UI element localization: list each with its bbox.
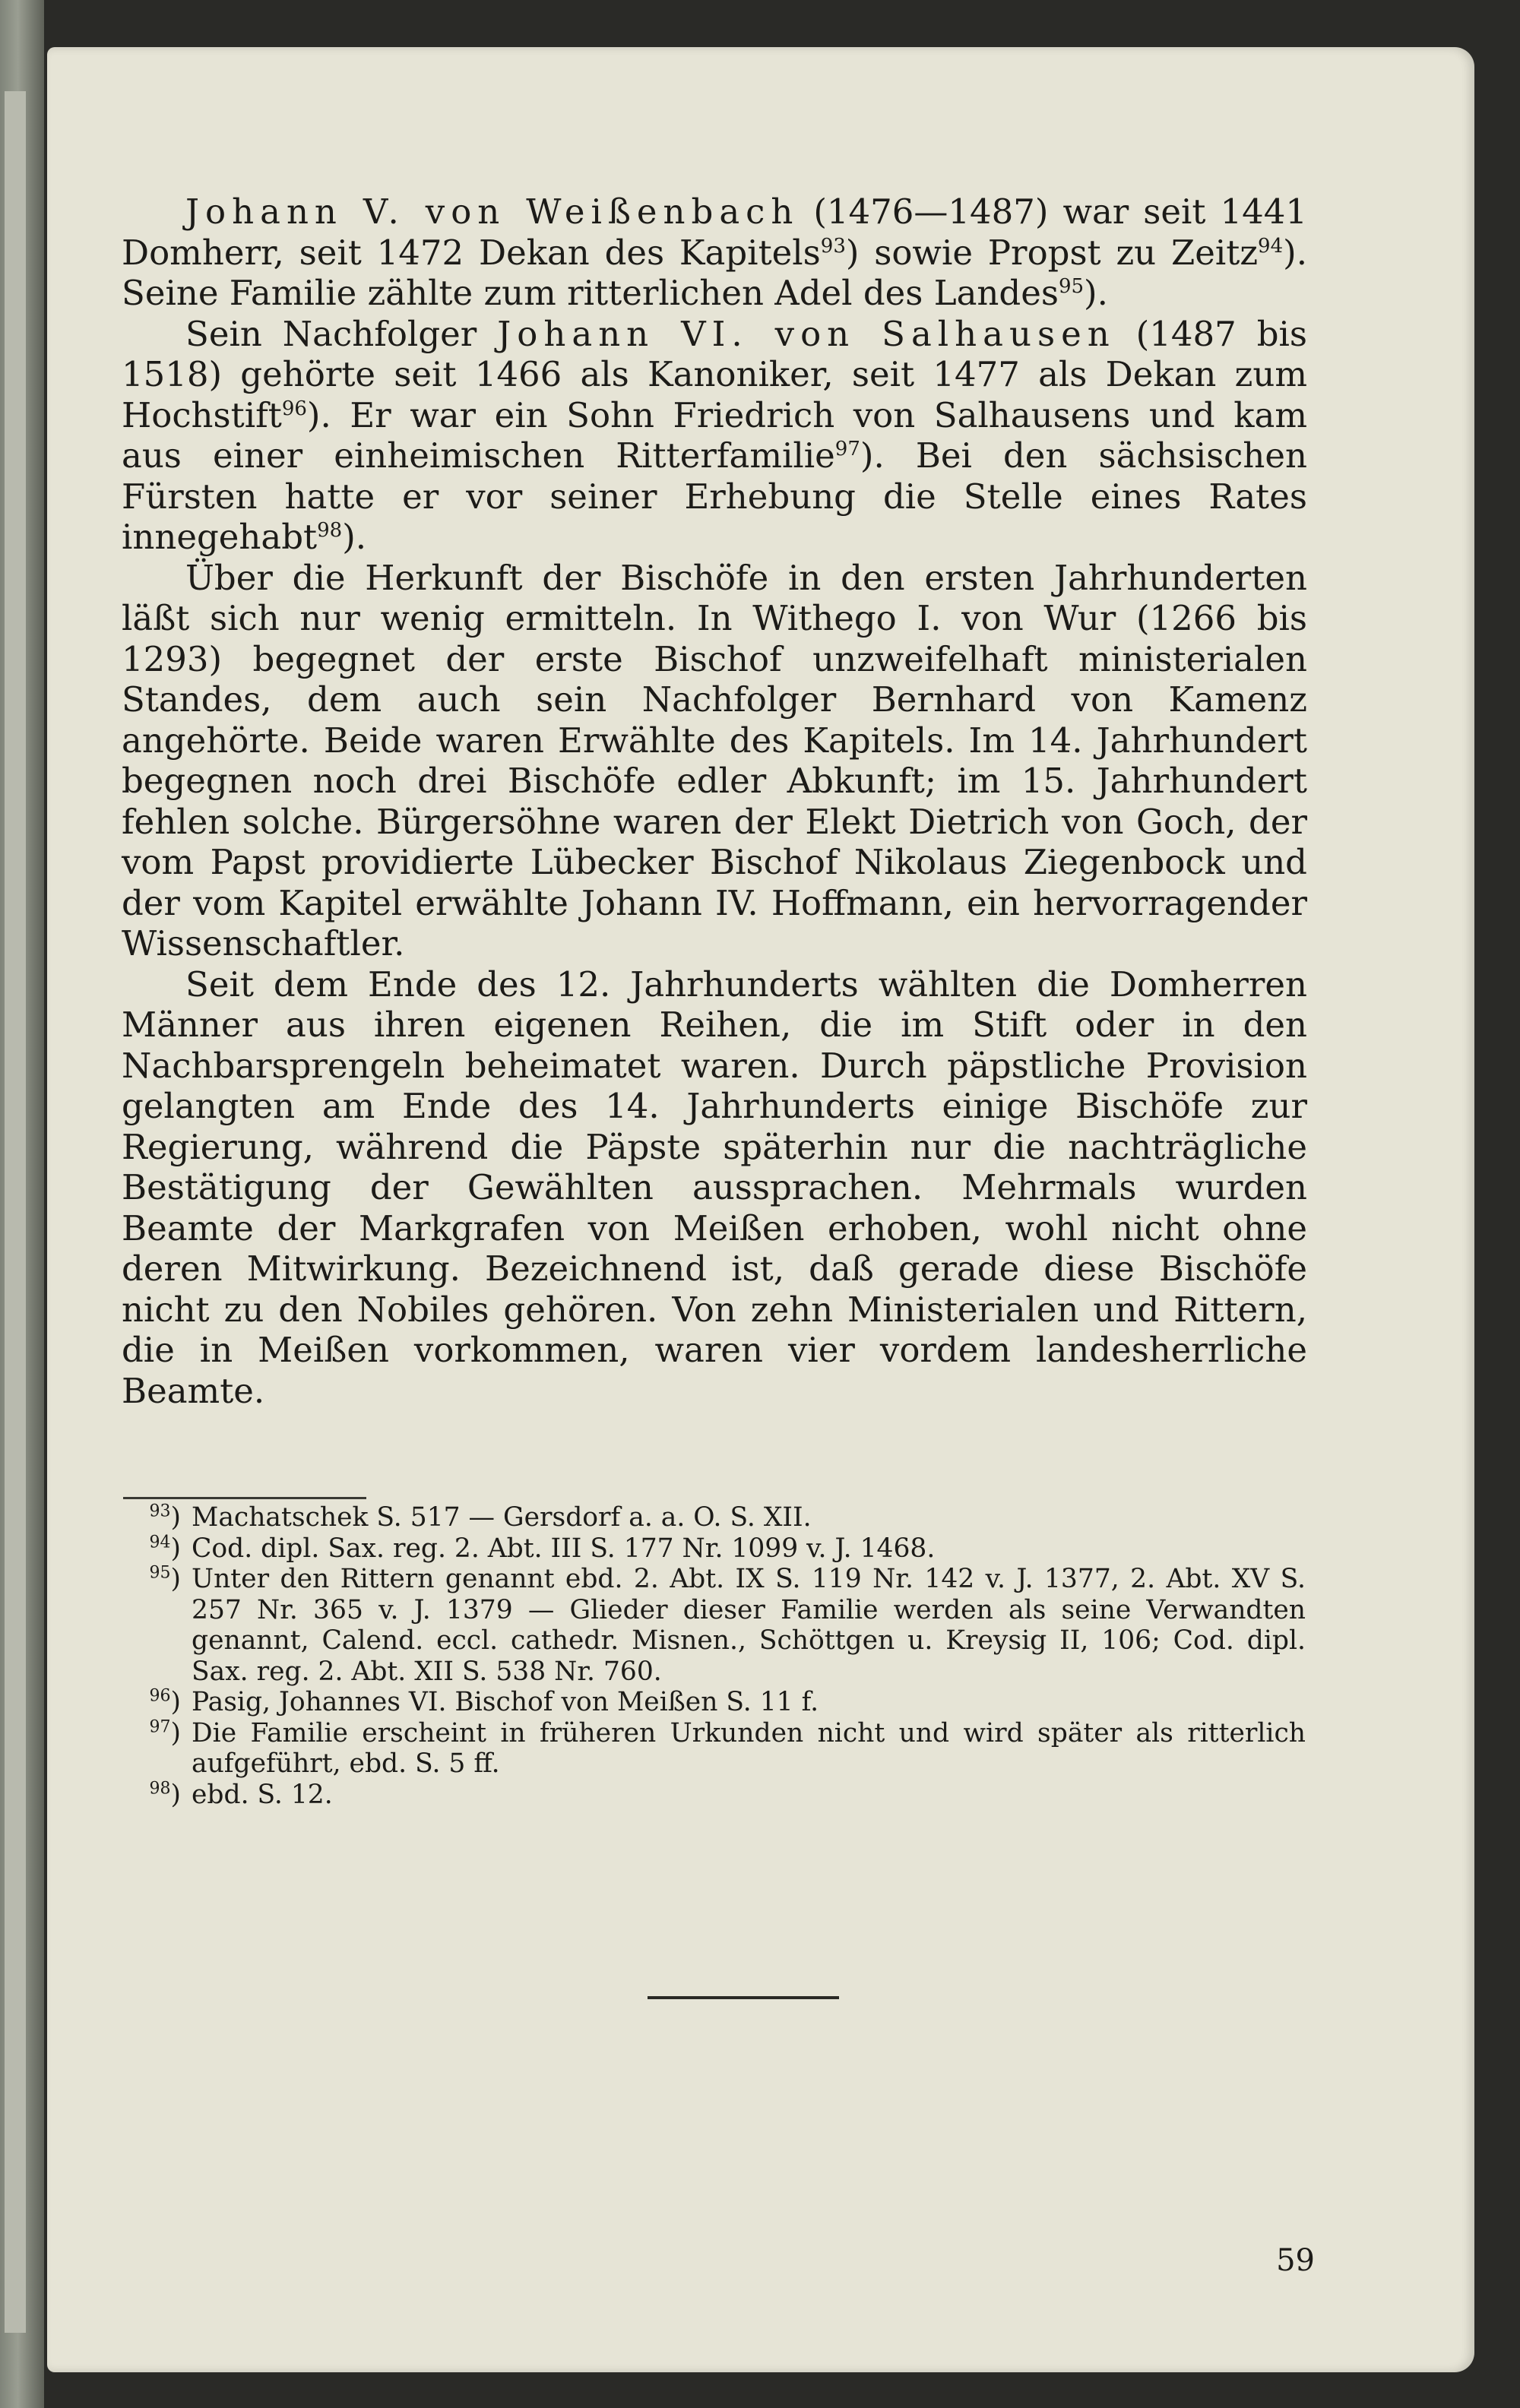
bishop-name: Johann VI. von Salhausen: [497, 313, 1116, 354]
footnote-number-text: 98: [149, 1779, 171, 1798]
footnote-number: $^{93}$): [149, 1501, 181, 1533]
footnote-ref: 93: [820, 234, 846, 258]
footnote-text: Pasig, Johannes VI. Bischof von Meißen S. 11 f.: [192, 1687, 819, 1717]
paragraph-text: ).: [1084, 273, 1108, 313]
paragraph-text: ). Er war ein Sohn Friedrich von Salhausens und kam aus einer einheimischen Ritterfamilie: [122, 394, 1307, 476]
footnote-number-text: 93: [149, 1501, 171, 1521]
footnote-ref: 98: [317, 519, 343, 542]
paragraph-text: ). Seine Familie zählte zum ritterlichen Adel des Landes: [122, 232, 1308, 313]
page-number: 59: [1276, 2243, 1315, 2278]
footnote-number: $^{97}$): [149, 1717, 181, 1748]
paragraph-text: (1476—1487) war seit 1441 Domherr, seit 1472 Dekan des Kapitels: [122, 191, 1307, 273]
paragraph-1: [122, 191, 1307, 314]
footnote-text: Machatschek S. 517 — Gersdorf a. a. O. S. XII.: [192, 1502, 812, 1533]
footnote-number: $^{94}$): [149, 1533, 181, 1564]
footnote-number: $^{95}$): [149, 1563, 181, 1594]
footnote: [123, 1502, 1306, 1533]
footnote-ref: 95: [1058, 275, 1085, 298]
section-end-rule: [648, 1996, 839, 1999]
paragraph-3: Über die Herkunft der Bischöfe in den ersten Jahrhunderten läßt sich nur wenig ermitteln. In Withego I. von Wur (1266 bis 1293) begegnet der erste Bischof unzweifelhaft ministerialen Standes, dem auch sein Nachfolger Bernhard von Kamenz angehörte. Beide waren Erwählte des Kapitels. Im 14. Jahrhundert begegnen noch drei Bischöfe edler Abkunft; im 15. Jahrhundert fehlen solche. Bürgersöhne waren der Elekt Dietrich von Goch, der vom Papst providierte Lübecker Bischof Nikolaus Ziegenbock und der vom Kapitel erwählte Johann IV. Hoffmann, ein hervorragender Wissenschaftler.: [122, 557, 1307, 964]
book-page: [47, 47, 1474, 2372]
footnote-ref: 94: [1258, 234, 1284, 258]
footnote-number-text: 97: [149, 1717, 171, 1736]
footnote: [123, 1564, 1306, 1687]
footnote-text: Unter den Rittern genannt ebd. 2. Abt. IX S. 119 Nr. 142 v. J. 1377, 2. Abt. XV S. 257 Nr. 365 v. J. 1379 — Glieder dieser Familie werden als seine Verwandten genannt, Calend. eccl. cathedr. Misnen., Schöttgen u. Kreysig II, 106; Cod. dipl. Sax. reg. 2. Abt. XII S. 538 Nr. 760.: [192, 1564, 1306, 1687]
footnote-text: Die Familie erscheint in früheren Urkunden nicht und wird später als ritterlich aufgeführt, ebd. S. 5 ff.: [192, 1717, 1306, 1779]
footnote: [123, 1533, 1306, 1565]
spine-edge: [5, 91, 26, 2333]
footnote-number-text: 94: [149, 1533, 171, 1552]
book-spine: [0, 0, 44, 2408]
footnotes: [123, 1502, 1306, 1810]
paragraph-2: [122, 314, 1307, 558]
footnote-ref: 96: [281, 397, 307, 420]
footnote: [123, 1718, 1306, 1780]
footnote-text: Cod. dipl. Sax. reg. 2. Abt. III S. 177 Nr. 1099 v. J. 1468.: [192, 1533, 936, 1564]
main-text: [122, 191, 1307, 1411]
paragraph-text: Sein Nachfolger: [185, 313, 498, 354]
paragraph-text: ). Bei den sächsischen Fürsten hatte er vor seiner Erhebung die Stelle eines Rates innegehabt: [122, 435, 1307, 557]
paragraph-4: Seit dem Ende des 12. Jahrhunderts wählten die Domherren Männer aus ihren eigenen Reihen, die im Stift oder in den Nachbarsprengeln beheimatet waren. Durch päpstliche Provision gelangten am Ende des 14. Jahrhunderts einige Bischöfe zur Regierung, während die Päpste späterhin nur die nachträgliche Bestätigung der Gewählten aussprachen. Mehrmals wurden Beamte der Markgrafen von Meißen erhoben, wohl nicht ohne deren Mitwirkung. Bezeichnend ist, daß gerade diese Bischöfe nicht zu den Nobiles gehören. Von zehn Ministerialen und Rittern, die in Meißen vorkommen, waren vier vordem landesherrliche Beamte.: [122, 964, 1307, 1411]
footnote-number-text: 96: [149, 1686, 171, 1706]
footnote-text: ebd. S. 12.: [192, 1779, 333, 1810]
footnote-number-text: 95: [149, 1563, 171, 1583]
footnote: [123, 1687, 1306, 1718]
footnote-number: $^{98}$): [149, 1779, 181, 1810]
bishop-name: Johann V. von Weißenbach: [185, 191, 800, 232]
footnote-number: $^{96}$): [149, 1686, 181, 1717]
paragraph-text: ).: [342, 517, 367, 557]
footnote-ref: 97: [834, 438, 860, 460]
paragraph-text: ) sowie Propst zu Zeitz: [845, 232, 1259, 273]
footnote-divider: [123, 1497, 366, 1499]
footnote: [123, 1780, 1306, 1811]
paragraph-text: (1487 bis 1518) gehörte seit 1466 als Kanoniker, seit 1477 als Dekan zum Hochstift: [122, 313, 1307, 435]
